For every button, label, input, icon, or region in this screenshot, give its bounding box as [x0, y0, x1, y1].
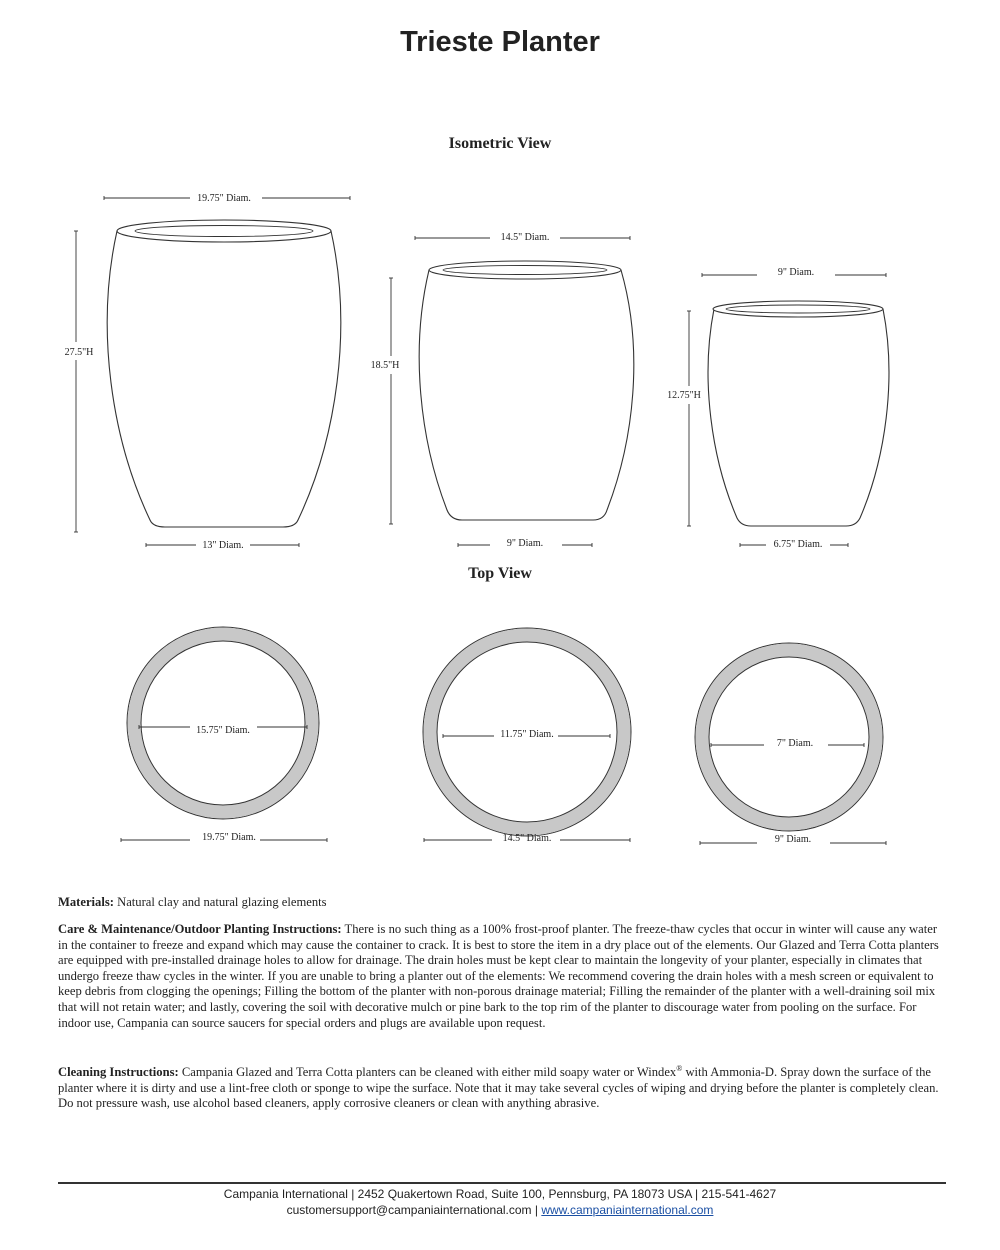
isometric-planter-small	[708, 301, 889, 526]
cleaning-paragraph	[58, 1061, 948, 1112]
top-1-inner-diam: 15.75" Diam.	[196, 725, 250, 736]
footer-email[interactable]: customersupport@campaniainternational.com	[286, 1203, 532, 1217]
top-1-outer-diam: 19.75" Diam.	[202, 832, 256, 843]
top-view-ring-large	[127, 627, 319, 819]
iso-3-base-diam: 6.75" Diam.	[773, 539, 823, 550]
top-3-inner-diam: 7" Diam.	[776, 738, 814, 749]
materials-text: Natural clay and natural glazing elements	[113, 895, 327, 909]
iso-1-height: 27.5"H	[64, 347, 94, 358]
top-view-heading: Top View	[468, 565, 532, 582]
footer-divider	[58, 1182, 946, 1184]
iso-3-height: 12.75"H	[667, 390, 701, 401]
top-2-outer-diam: 14.5" Diam.	[502, 833, 552, 844]
care-text: There is no such thing as a 100% frost-proof planter. The freeze-thaw cycles that occur in winter will cause any water in the container to freeze and expand which may cause the container to crack. It is best to store the item in a dry place out of the elements. Our Glazed and Terra Cotta planters are equipped with pre-installed drainage holes to allow for drainage. The drain holes must be kept clear to maintain the longevity of your planter, especially in climates that undergo freeze thaw cycles in the winter. If you are unable to bring a planter out of the elements: We recommend covering the drain holes with a mesh screen or equivalent to keep debris from clogging the openings; Filling the bottom of the planter with non-porous drainage material; Filling the remainder of the planter with a well-draining soil mix that will not retain water; and lastly, covering the soil with decorative mulch or pine bark to the top rim of the planter to discourage water from pooling on the surface. For indoor use, Campania can source saucers for special orders and plugs are available upon request.	[58, 922, 939, 1030]
cleaning-text-2: with Ammonia-D. Spray down the surface of the planter where it is dirty and use a lint-free cloth or sponge to wipe the surface. Note that it may take several cycles of wiping and drying before the planter is completely clean. Do not pressure wash, use alcohol based cleaners, apply corrosive cleaners or clean with anything abrasive.	[58, 1065, 939, 1111]
footer-website-link[interactable]: www.campaniainternational.com	[541, 1203, 714, 1217]
isometric-planter-large	[107, 220, 341, 527]
footer-separator: |	[531, 1203, 542, 1217]
iso-2-base-diam: 9" Diam.	[506, 538, 544, 549]
footer-address: Campania International | 2452 Quakertown Road, Suite 100, Pennsburg, PA 18073 USA | 215-541-4627	[223, 1187, 777, 1201]
top-2-inner-diam: 11.75" Diam.	[500, 729, 554, 740]
top-view-ring-small	[695, 643, 883, 831]
iso-1-top-diam: 19.75" Diam.	[197, 193, 251, 204]
registered-mark: ®	[676, 1064, 683, 1073]
isometric-planter-medium	[419, 261, 634, 520]
page-title: Trieste Planter	[400, 26, 600, 58]
materials-label: Materials:	[58, 895, 114, 909]
isometric-view-heading: Isometric View	[448, 135, 552, 152]
iso-3-top-diam: 9" Diam.	[777, 267, 815, 278]
care-paragraph	[58, 922, 948, 1031]
care-label: Care & Maintenance/Outdoor Planting Instructions:	[58, 922, 342, 936]
cleaning-text-1: Campania Glazed and Terra Cotta planters can be cleaned with either mild soapy water or Windex	[178, 1065, 677, 1080]
iso-2-height: 18.5"H	[370, 360, 400, 371]
cleaning-label: Cleaning Instructions:	[58, 1065, 179, 1080]
iso-2-top-diam: 14.5" Diam.	[500, 232, 550, 243]
materials-paragraph	[58, 895, 948, 911]
top-3-outer-diam: 9" Diam.	[774, 834, 812, 845]
footer-contact	[0, 1203, 1000, 1217]
iso-1-base-diam: 13" Diam.	[202, 540, 244, 551]
